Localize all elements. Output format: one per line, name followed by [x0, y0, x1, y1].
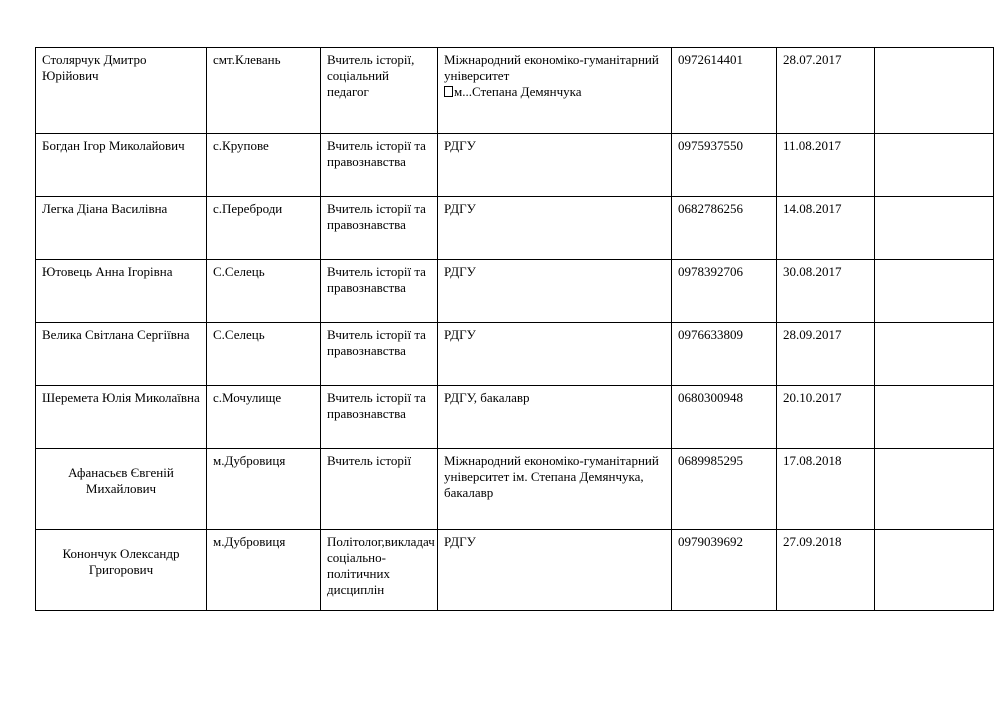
date-cell: 27.09.2018	[777, 530, 875, 611]
table-row	[36, 134, 994, 197]
locality-cell: смт.Клевань	[207, 48, 321, 134]
institution-cell: РДГУ	[438, 323, 672, 386]
table-row	[36, 260, 994, 323]
table-row	[36, 449, 994, 530]
note-cell	[875, 386, 994, 449]
name-cell: Ютовець Анна Ігорівна	[36, 260, 207, 323]
phone-cell: 0689985295	[672, 449, 777, 530]
specialty-cell: Вчитель історії та правознавства	[321, 134, 438, 197]
institution-cell: РДГУ	[438, 260, 672, 323]
name-cell: Афанасьєв Євгеній Михайлович	[36, 449, 207, 530]
name-cell: Конончук Олександр Григорович	[36, 530, 207, 611]
specialty-cell: Вчитель історії та правознавства	[321, 260, 438, 323]
name-cell: Столярчук Дмитро Юрійович	[36, 48, 207, 134]
specialty-cell: Вчитель історії	[321, 449, 438, 530]
note-cell	[875, 449, 994, 530]
specialty-cell: Політолог,викладач соціально-політичних дисциплін	[321, 530, 438, 611]
specialty-cell: Вчитель історії, соціальний педагог	[321, 48, 438, 134]
name-cell: Легка Діана Василівна	[36, 197, 207, 260]
note-cell	[875, 48, 994, 134]
note-cell	[875, 134, 994, 197]
locality-cell: с.Крупове	[207, 134, 321, 197]
table-row	[36, 386, 994, 449]
institution-text-cont: м...Степана Демянчука	[454, 84, 582, 99]
phone-cell: 0680300948	[672, 386, 777, 449]
table-row	[36, 197, 994, 260]
phone-cell: 0972614401	[672, 48, 777, 134]
institution-text: Міжнародний економіко-гуманітарний університет	[444, 52, 659, 83]
note-cell	[875, 197, 994, 260]
date-cell: 17.08.2018	[777, 449, 875, 530]
institution-cell	[438, 48, 672, 134]
note-cell	[875, 530, 994, 611]
note-cell	[875, 323, 994, 386]
date-cell: 30.08.2017	[777, 260, 875, 323]
table-row	[36, 48, 994, 134]
institution-cell: РДГУ, бакалавр	[438, 386, 672, 449]
phone-cell: 0979039692	[672, 530, 777, 611]
institution-cell: РДГУ	[438, 134, 672, 197]
roster-table	[35, 47, 994, 611]
phone-cell: 0978392706	[672, 260, 777, 323]
specialty-cell: Вчитель історії та правознавства	[321, 323, 438, 386]
locality-cell: м.Дубровиця	[207, 449, 321, 530]
missing-glyph-box	[444, 86, 453, 97]
phone-cell: 0976633809	[672, 323, 777, 386]
name-cell: Шеремета Юлія Миколаївна	[36, 386, 207, 449]
locality-cell: м.Дубровиця	[207, 530, 321, 611]
institution-cell: РДГУ	[438, 197, 672, 260]
locality-cell: С.Селець	[207, 260, 321, 323]
specialty-cell: Вчитель історії та правознавства	[321, 386, 438, 449]
date-cell: 28.07.2017	[777, 48, 875, 134]
table-row	[36, 323, 994, 386]
phone-cell: 0975937550	[672, 134, 777, 197]
specialty-cell: Вчитель історії та правознавства	[321, 197, 438, 260]
locality-cell: с.Мочулище	[207, 386, 321, 449]
phone-cell: 0682786256	[672, 197, 777, 260]
locality-cell: с.Переброди	[207, 197, 321, 260]
institution-cell: РДГУ	[438, 530, 672, 611]
date-cell: 20.10.2017	[777, 386, 875, 449]
locality-cell: С.Селець	[207, 323, 321, 386]
table-row	[36, 530, 994, 611]
institution-cell: Міжнародний економіко-гуманітарний університет ім. Степана Демянчука, бакалавр	[438, 449, 672, 530]
note-cell	[875, 260, 994, 323]
date-cell: 11.08.2017	[777, 134, 875, 197]
name-cell: Велика Світлана Сергіївна	[36, 323, 207, 386]
date-cell: 28.09.2017	[777, 323, 875, 386]
name-cell: Богдан Ігор Миколайович	[36, 134, 207, 197]
date-cell: 14.08.2017	[777, 197, 875, 260]
